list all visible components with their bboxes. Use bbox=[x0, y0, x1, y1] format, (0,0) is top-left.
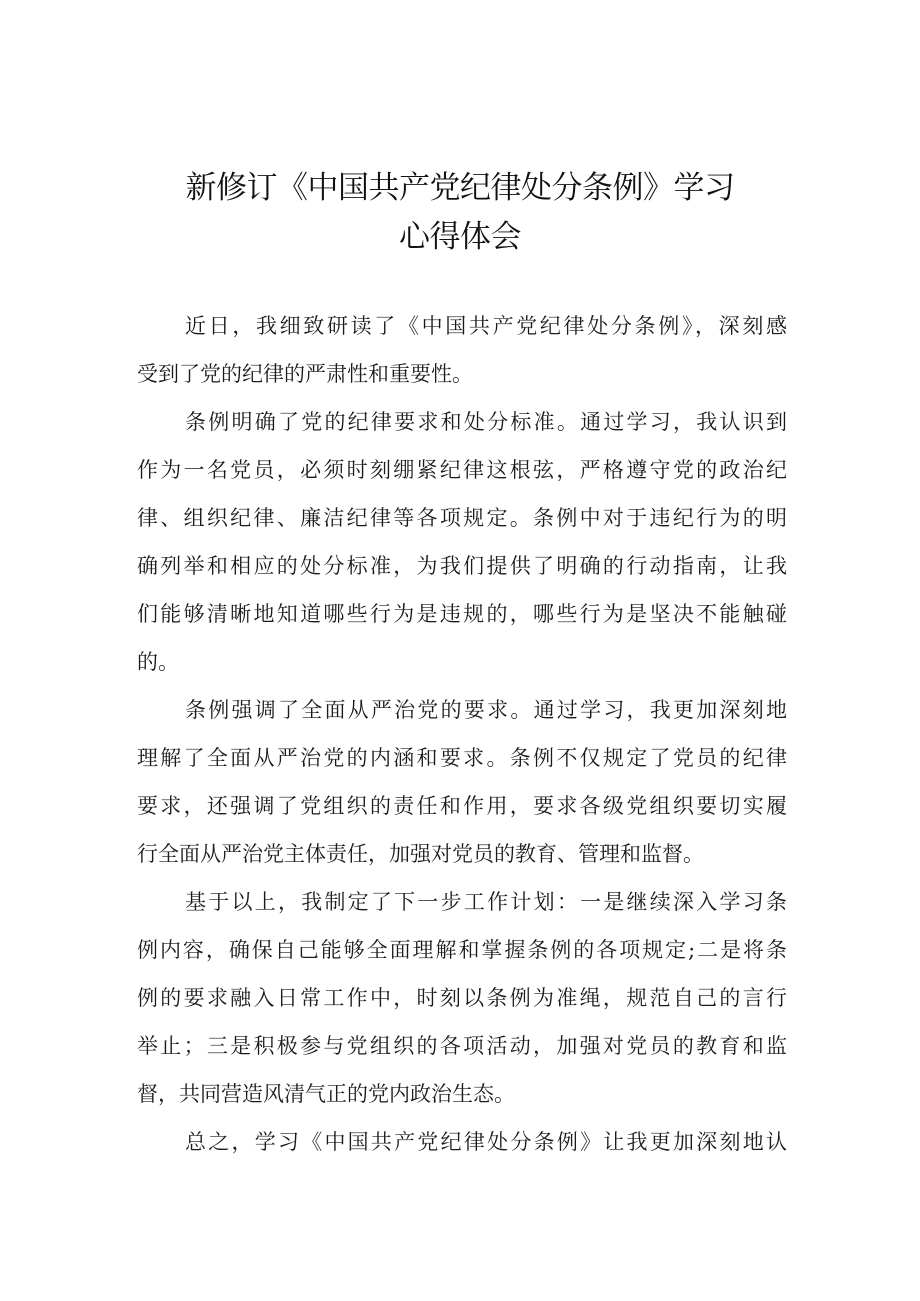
paragraph-2-line-5: 们能够清晰地知道哪些行为是违规的，哪些行为是坚决不能触碰 bbox=[137, 602, 787, 626]
paragraph-4-line-3: 例的要求融入日常工作中，时刻以条例为准绳，规范自己的言行 bbox=[137, 986, 787, 1010]
paragraph-4-line-4: 举止；三是积极参与党组织的各项活动，加强对党员的教育和监 bbox=[137, 1034, 787, 1058]
paragraph-5-line-1: 总之，学习《中国共产党纪律处分条例》让我更加深刻地认 bbox=[185, 1130, 787, 1154]
document-title-line-1: 新修订《中国共产党纪律处分条例》学习 bbox=[185, 170, 735, 206]
paragraph-4-line-5: 督，共同营造风清气正的党内政治生态。 bbox=[137, 1082, 515, 1106]
paragraph-4-line-2: 例内容，确保自己能够全面理解和掌握条例的各项规定;二是将条 bbox=[137, 938, 787, 962]
paragraph-2-line-4: 确列举和相应的处分标准，为我们提供了明确的行动指南，让我 bbox=[137, 554, 787, 578]
paragraph-2-line-2: 作为一名党员，必须时刻绷紧纪律这根弦，严格遵守党的政治纪 bbox=[137, 458, 787, 482]
paragraph-2-line-6: 的。 bbox=[137, 650, 179, 674]
paragraph-4-line-1: 基于以上，我制定了下一步工作计划：一是继续深入学习条 bbox=[185, 890, 787, 914]
paragraph-2-line-1: 条例明确了党的纪律要求和处分标准。通过学习，我认识到 bbox=[185, 410, 787, 434]
document-title-line-2: 心得体会 bbox=[399, 219, 521, 255]
paragraph-3-line-3: 要求，还强调了党组织的责任和作用，要求各级党组织要切实履 bbox=[137, 794, 787, 818]
paragraph-3-line-2: 理解了全面从严治党的内涵和要求。条例不仅规定了党员的纪律 bbox=[137, 746, 787, 770]
paragraph-2-line-3: 律、组织纪律、廉洁纪律等各项规定。条例中对于违纪行为的明 bbox=[137, 506, 787, 530]
paragraph-3-line-1: 条例强调了全面从严治党的要求。通过学习，我更加深刻地 bbox=[185, 698, 787, 722]
paragraph-3-line-4: 行全面从严治党主体责任，加强对党员的教育、管理和监督。 bbox=[137, 842, 704, 866]
paragraph-1-line-1: 近日，我细致研读了《中国共产党纪律处分条例》，深刻感 bbox=[185, 314, 787, 338]
paragraph-1-line-2: 受到了党的纪律的严肃性和重要性。 bbox=[137, 362, 473, 386]
